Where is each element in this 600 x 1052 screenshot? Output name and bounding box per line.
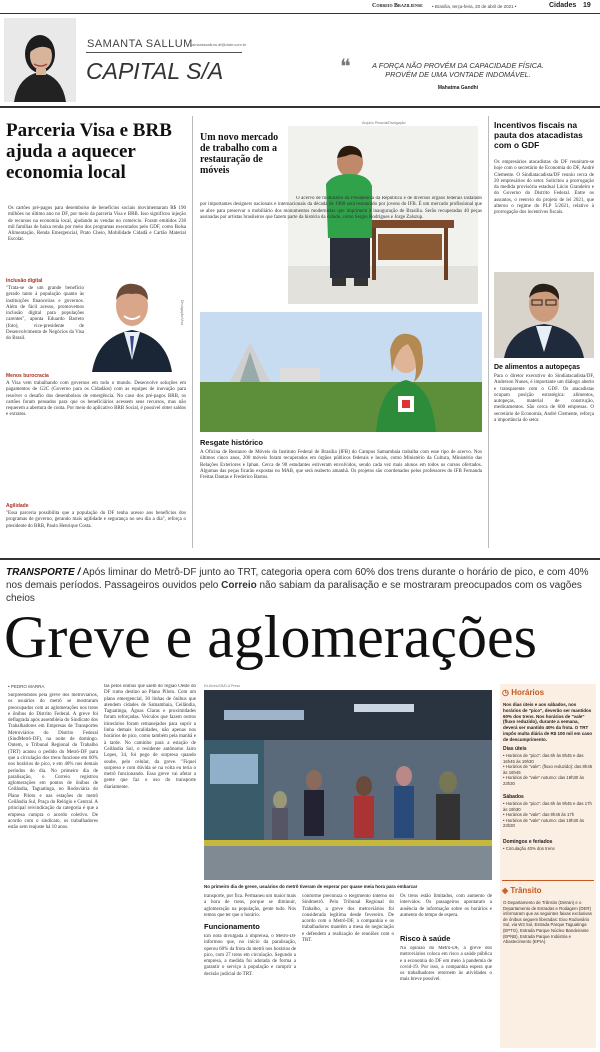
clock-icon: ◷ [502,688,509,697]
list-item: • Horários de "vale" noturno: das 19h30 às 23h30 [503,817,584,828]
transport-deck [6,566,596,605]
quote-author: Mahatma Gandhi [437,85,479,91]
columnist-portrait [4,18,76,102]
sidebar-title-2 [502,886,542,895]
main-column-5b: Na opinião do Metrô-DF, a greve dos metroviários coloca em risco a saúde pública e a economia do DF em meio à pandemia de covid-19. Por isso, a companhia espera que os trabalhadores retornem às atividades o mais breve possível. [400,946,492,983]
main-column-4: conforme preconiza o Regimento Interno do Sindmetrô. Pelo Tribunal Regional do Trabalho, a greve dos metroviários foi considerada legítima desde fevereiro. De acordo com o Metrô-DF, a companhia e os trabalhadores mantêm a mesa de negociação e defendem a realização de reuniões com o TRT. [302,894,394,944]
story1-subhead-2: Menos burocracia [6,373,49,379]
sidebar-h-sundays: Domingos e feriados [503,839,553,845]
sidebar-title-text: Horários [511,688,545,697]
metro-photo-credit: Ed Alves/CB/D.A Press [204,684,240,688]
sidebar-paragraph-2: O Departamento de Trânsito (Detran) e o Departamento de Estradas e Rodagem (DER) informaram que as seguintes faixas exclusivas de ônibus seguem liberadas: Eixo Rodoviário Sul, via W3 Sul, Estrada Parque Taguatinga (EPTG), Estrada Parque Núcleo Bandeirante (EPNB), Estrada Parque Indústria e Abastecimento (EPIA). [503,900,592,945]
quote-box [340,56,558,96]
executive-photo-credit: Divulgação/Visa [180,300,184,326]
columnist-email: samantasallum.df@dabr.com.br [190,42,247,47]
metro-photo-caption: No primeiro dia de greve, usuários do metrô tiveram de esperar por quase meia hora para embarcar [204,884,418,889]
transport-text-a: Após liminar do Metrô-DF junto ao TRT, categoria opera com 60% dos trens durante o horário de pico, e com 40% nos demais períodos. Passageiros ouvidos pelo [6,567,589,591]
dateline: • Brasília, terça-feira, 20 de abril de 2021 • [432,4,517,9]
story2-subhead: Resgate histórico [200,438,263,447]
sidebar-saturdays-list [503,801,593,829]
column-name: CAPITAL S/A [86,58,224,84]
story2-photo-credit: Arquivo Pessoal/Divulgação [362,121,406,125]
main-column-3: transporte, por fica. Permaneu um maior mais a hora de trens, porque se diminuir, aglomeração na população, gente tudo. Nós temos que ter que o horário. [204,894,296,918]
sidebar-sundays-list [503,846,593,852]
story3-title: Incentivos fiscais na pauta dos atacadistas com o GDF [494,120,583,150]
list-item: • Horários de "vale": (fluxo reduzido): das 8h45 às 16h45 [503,764,593,775]
list-item: • Horários de "pico": das 6h às 9h45 e das 17h às 19h30 [503,801,592,812]
sidebar-weekdays-list [503,753,593,786]
main-headline: Greve e aglomerações [4,604,538,670]
story3-paragraph-1: Os empresários atacadistas do DF reuniram-se hoje com o secretário de Economia do DF, André Clemente. O Sindiatacadista/DF reuniu cerca de 20 empresários do setor. Solicitou a prorrogação da medida provisória estadual Lúcio Grandeiro e do Governo do Distrito Federal. Entre os assuntos, o reenvio do projeto de lei 2021, que alterou o regime do PLP 5/2021, relativo à prorrogação dos incentivos fiscais. [494,160,594,216]
section-name: Cidades [549,2,577,9]
executive-photo [86,272,178,372]
teacher-photo [200,312,482,432]
main-column-5: Os trens estão limitados, com aumento de intervalos. Os passageiros apontaram a ausência de informação sobre os horários e aumento do tempo de espera. [400,894,492,918]
story1-paragraph-4: "Essa parceria possibilita que a população do DF tenha acesso aos benefícios dos programas de governo, gerando mais agilidade e segurança no seu dia a dia", reforça o presidente do BRB, Paulo Henrique Costa. [6,511,186,529]
story3-subhead: De alimentos a autopeças [494,364,580,371]
list-item: • Horários de "vale" noturno: das 19h30 às 23h30 [503,775,584,786]
main-column-3b: Em nota divulgada à imprensa, o Metrô-DF informou que, no início da paralisação, operou 60% da frota do metrô nos horários de pico, com 27 trens em circulação. Segundo a empresa, a medida foi adotada de forma a garantir o serviço à população e cumprir a decisão judicial do TRT. [204,934,296,977]
list-item: • Circulação 40% dos trens [503,846,555,851]
main-column-2: tas pelos ônibus que saem do região Oeste do DF rumo destino ao Plano Piloto. Com um plano emergencial, 30 linhas de ônibus que atendem cidades de Samambaia, Ceilândia, Taguatinga, Águas Claras e proximidades foram reforçadas. Veículos que fazem outros itinerários foram remanejados para suprir a linha demais localidades, não apenas nos horários de pico, como também pela manhã e à tarde. No caminho para a estação de Ceilândia Sul, o residente autônomo Jairo Lopes, 34, foi pego de surpresa quando soube, pelo celular, da greve. "Fiquei surpreso e com dúvida se na volta eu teria o metrô funcionando. Essa greve vai afetar a gente que faz o uso do transporte diariamente. [104,684,196,790]
story2-paragraph-1: O acervo de mobiliário da Presidência da República e de diversos órgãos federais instalado por importantes designers nacionais e internacionais da década de 1960 será restaurado por jovens do IFB. É um mercado profissional que se abre para preservar o mobiliário dos monumentos modernistas que imprimem à inauguração de Brasília. Serão recuperadas 40 peças assinadas por artistas brasileiros que fazem parte da história da cidade, como Sergio Rodrigues e Jorge Zalszup. [200,196,482,220]
transport-label: TRANSPORTE / [6,567,81,578]
transport-brand: Correio [221,580,257,591]
columnist-name: SAMANTA SALLUM [87,38,193,50]
story1-paragraph-2: "Trata-se de um grande benefício gerado tanto à população quanto às instituições financeiras e governos. Além de fácil acesso, promovemos inclusão digital para populações carentes", aponta Eduardo Barreto (foto), vice-presidente de Desenvolvimento de Negócios da Visa do Brasil. [6,286,84,342]
story1-paragraph-1: Os cartões pré-pagos para desembolso de benefícios sociais movimentaram R$ 190 milhões no último ano no DF, por meio da parceria Visa e BRB. Isso significou injeção de recursos na economia local, ajudando as vendas no comércio. Foram emitidos 238 mil famílias de baixa renda por meio dos programas executados pelo GDF, como Bolsa Alimentação, Renda Emergencial, Prato Cheio, Mobilidade Cidadã e Cartão Material Escolar. [8,206,186,243]
road-icon: ◈ [502,886,509,895]
main-subhead-funcionamento: Funcionamento [204,922,260,931]
sidebar-lead: Nos dias úteis e aos sábados, nos horários de "pico", deverão ser mantidos 60% dos trens. Nos horários de "vale" (fluxo reduzido), durante a semana, deverá ser mantido 40% da frota. O TRT impôs multa diária de R$ 100 mil em caso de descumprimento. [503,702,593,742]
main-column-1: Surpreendidos pela greve dos metroviários, os usuários do metrô se mostraram preocupados com as aglomerações nos trens e ônibus do Distrito Federal. A greve foi deflagrada após assembleia do Sindicato dos Trabalhadores em Empresas de Transportes Metroviários do Distrito Federal (SindMetrô-DF), na noite de domingo. Ontem, o Tribunal Regional do Trabalho (TRT) acatou o pedido do Metrô-DF para que a circulação dos trens funcione em 60% nos horários de pico, e em 40% nos demais períodos do dia. No primeiro dia de paralisação, o Correio registrou aglomerações em pontos de ônibus de Ceilândia, Taguatinga, no Rodoviária do Plano Piloto e nas estações do metrô Ceilândia Sul, Praça do Relógio e Central. A principal reivindicação da categoria é que a empresa cumpra o acordo coletivo. De acordo com o sindicato, os trabalhadores estão sem reajuste há 10 anos. [8,693,98,831]
list-item: • Horários de "vale": das 9h45 às 17h [503,812,575,817]
story2-title: Um novo mercado de trabalho com a restauração de móveis [200,132,279,176]
main-subhead-risco: Risco à saúde [400,934,451,943]
sidebar-title [502,688,544,697]
metro-station-photo [204,690,492,880]
sidebar-h-weekdays: Dias úteis [503,746,527,752]
header-bar [0,0,600,14]
quote-text: A FORÇA NÃO PROVÉM DA CAPACIDADE FÍSICA. PROVÉM DE UMA VONTADE INDOMÁVEL. [372,61,544,79]
atacadista-photo [494,272,594,358]
sidebar-title-2-text: Trânsito [510,886,542,895]
main-byline: • PEDRO MARRA [8,684,45,689]
page-number: 19 [583,2,591,9]
list-item: • Horários de "pico": das 6h às 8h45 e das 16h45 às 19h30 [503,753,584,764]
story1-subhead-1: Inclusão digital [6,278,43,284]
story2-paragraph-2: A Oficina de Restauro de Móveis do Instituto Federal de Brasília (IFB) do Campus Samambaia trabalha com esse tipo de acervo. Nos últimos cinco anos, 200 móveis foram recuperados em órgãos públicos federais e locais, como Ministério da Cultura, Ministério das Relações Exteriores e Iphan. Cerca de 90 estudantes estiveram envolvidos, sendo cada vez mais alunos em todos os cursos ofertados. Algumas das peças ficarão expostas no MAB, que será reaberto amanhã. Os projetos são coordenados pelos professores do IFB Fernanda Freitas Dantas e Frederico Bastos. [200,450,482,481]
quote-mark: ❝ [340,56,351,78]
sidebar-h-saturdays: Sábados [503,794,524,800]
transport-text-b: não sabiam da paralisação e se mostraram preocupados com os vagões cheios [6,580,582,604]
paper-name: Correio Braziliense [372,3,423,9]
story1-paragraph-3: A Visa vem trabalhando com governos em todo o mundo. Desenvolve soluções em pagamentos de G2C (Governo para os Cidadãos) com as equipes de inovação para resolver o desafio dos desembolsos de emergência. No caso dos pré-pagos BRB, os cartões foram pensados para que os beneficiários acessem seus recursos, mas não requerem a abertura de conta. Por meio do aplicativo BRB Social, é possível obter saldos e extratos. [6,381,186,418]
story1-subhead-3: Agilidade [6,503,29,509]
story1-title: Parceria Visa e BRB ajuda a aquecer economia local [6,120,172,183]
story3-paragraph-2: Para o diretor executivo do Sindiatacadista/DF, Anderson Nunes, é importante um diálogo aberto e transparente com o GDF. Os atacadistas ocupam posição estratégica: alimentos, autopeças, material de construção, medicamentos. São cerca de 600 empresas. O secretário de Economia, André Clemente, reforça a importância do setor. [494,374,594,424]
